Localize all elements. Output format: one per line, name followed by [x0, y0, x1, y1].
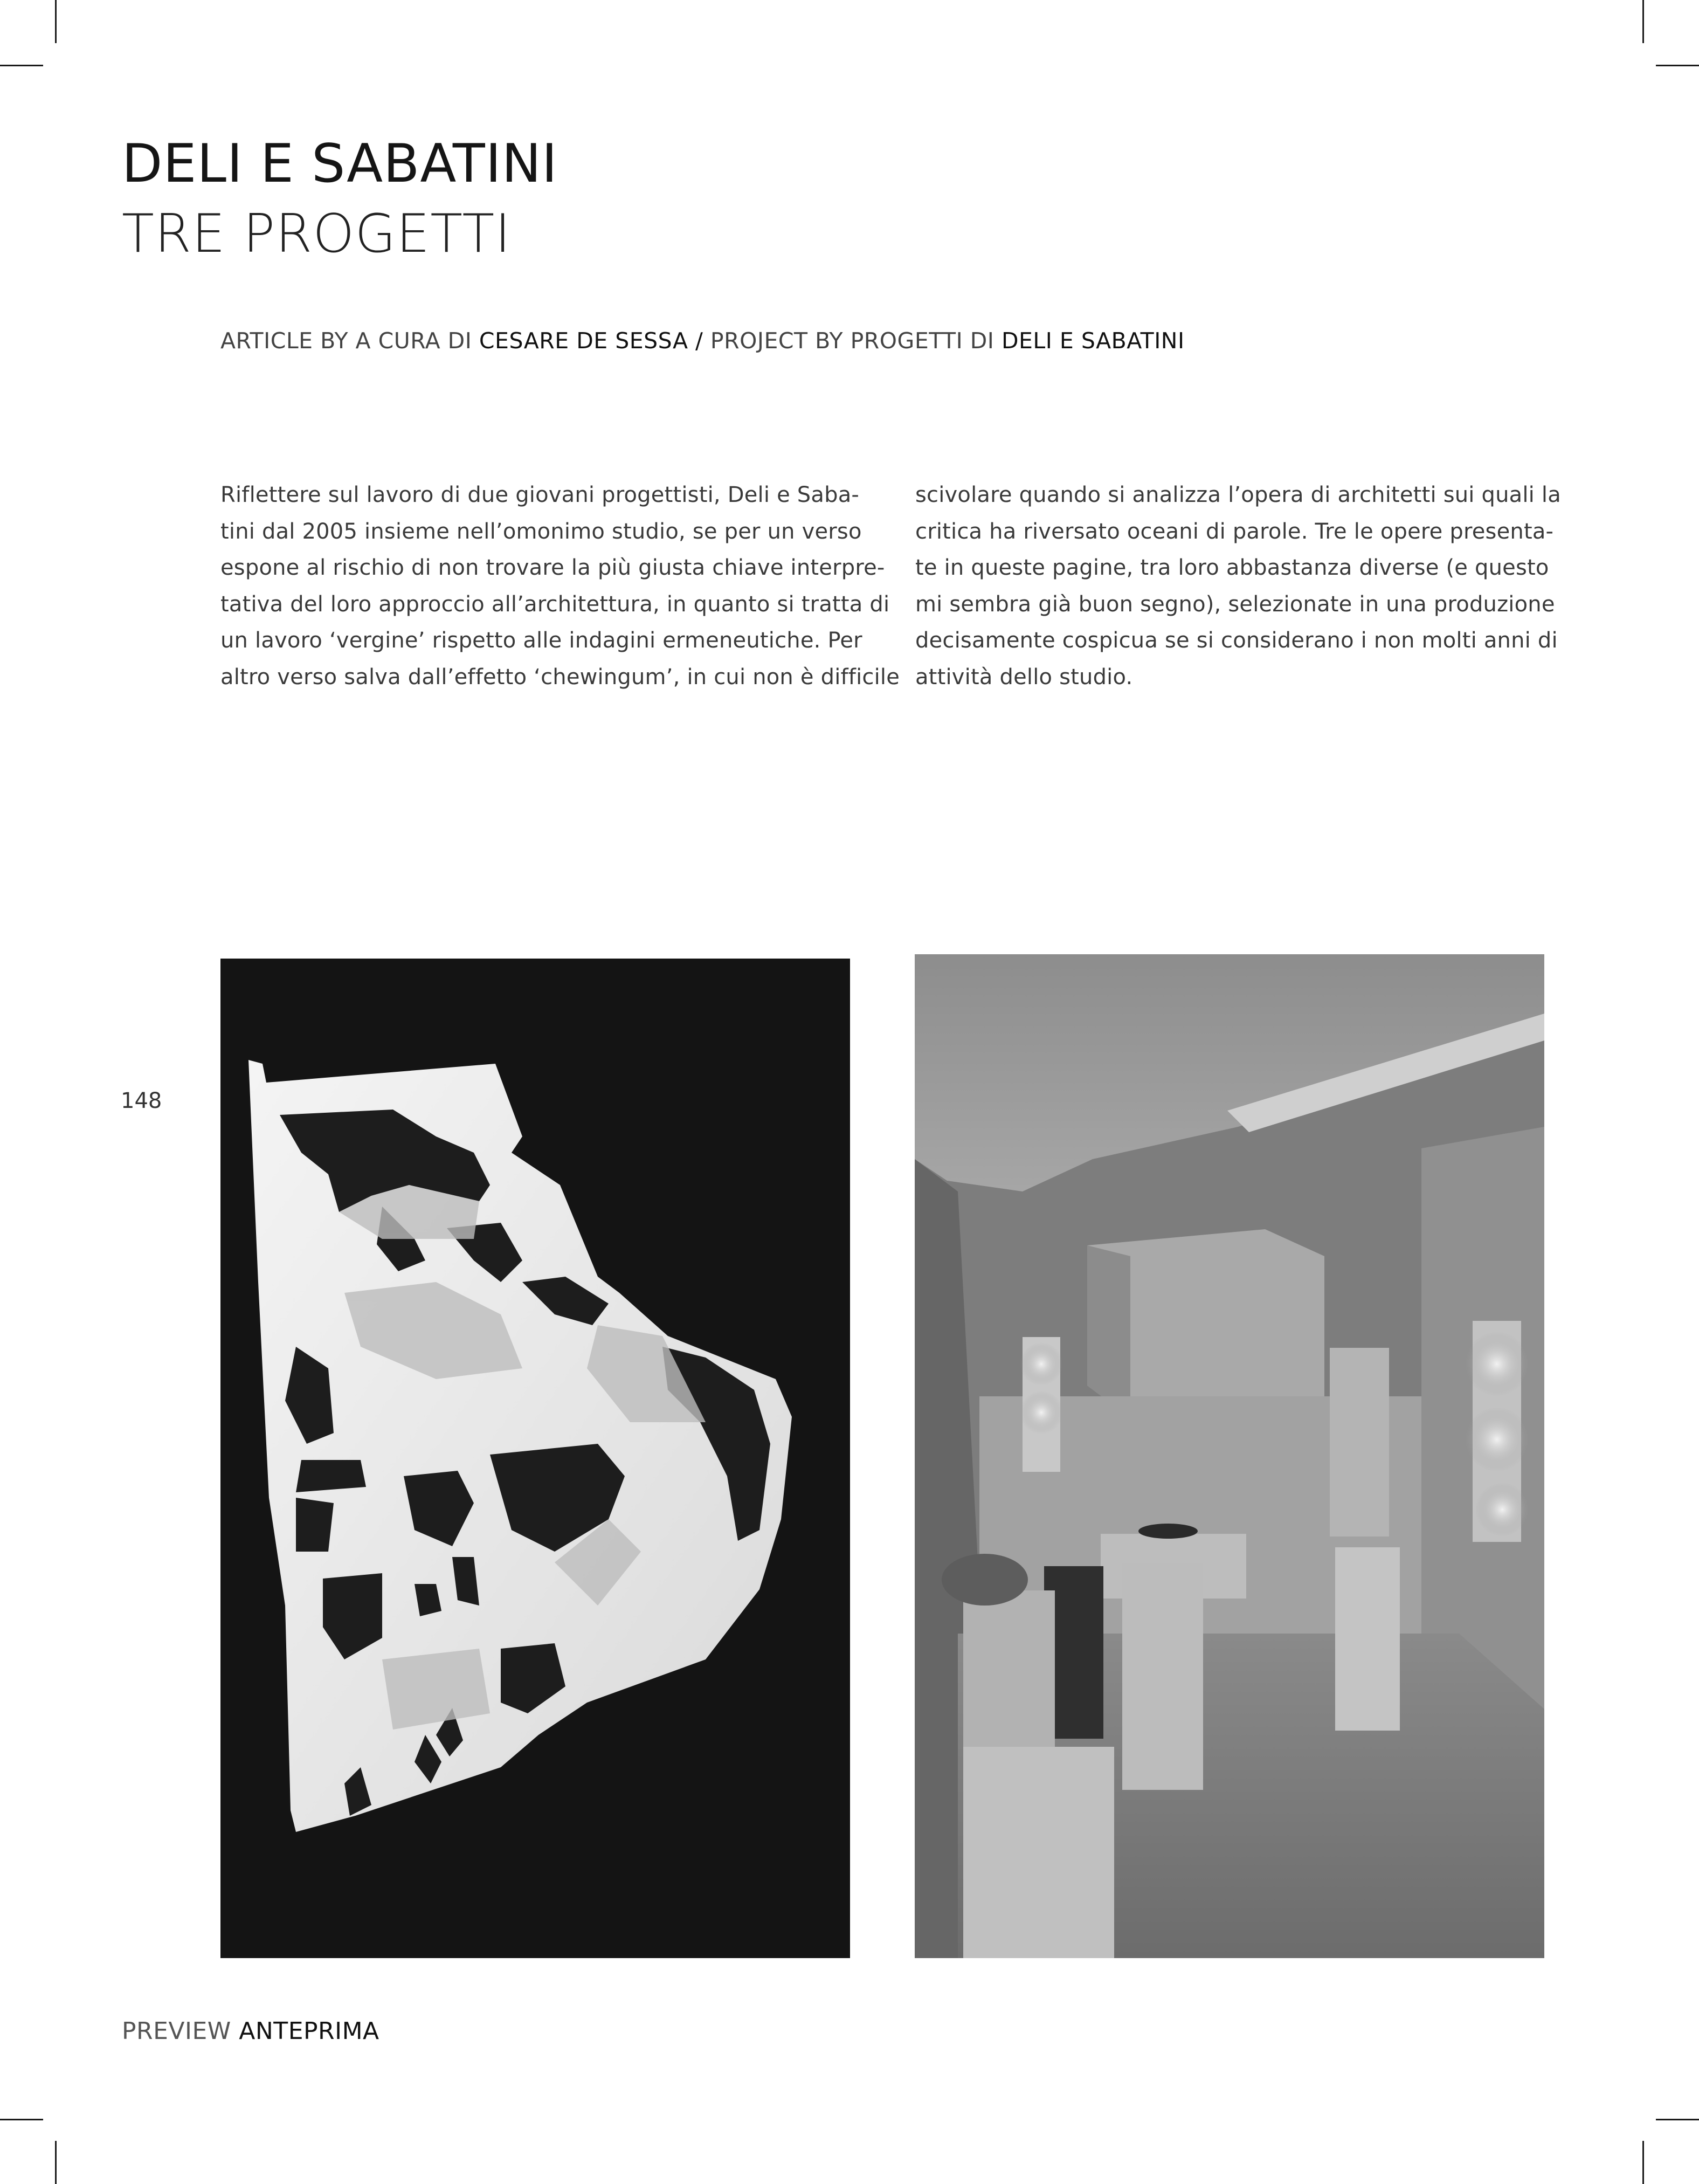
crop-mark-bottom-left-horizontal: [0, 2119, 43, 2120]
crop-mark-bottom-right-horizontal: [1656, 2119, 1699, 2120]
author-name: CESARE DE SESSA: [479, 328, 688, 354]
crop-mark-bottom-left-vertical: [55, 2141, 57, 2184]
body-line: un lavoro ‘vergine’ rispetto alle indagini ermeneutiche. Per: [220, 628, 862, 653]
body-line: espone al rischio di non trovare la più giusta chiave interpre-: [220, 555, 885, 580]
body-line: mi sembra già buon segno), selezionate in una produzione: [915, 591, 1555, 617]
studio-name: DELI E SABATINI: [1001, 328, 1185, 354]
section-label-it: ANTEPRIMA: [239, 2017, 379, 2045]
crop-mark-bottom-right-vertical: [1642, 2141, 1644, 2184]
body-line: decisamente cospicua se si considerano i non molti anni di: [915, 628, 1558, 653]
section-footer: [122, 2017, 379, 2045]
body-column-right: [915, 477, 1561, 695]
body-line: te in queste pagine, tra loro abbastanza diverse (e questo: [915, 555, 1549, 580]
crop-mark-top-left-horizontal: [0, 65, 43, 66]
article-title: DELI E SABATINI: [122, 133, 558, 195]
interior-photo-image: [915, 954, 1544, 1958]
body-line: critica ha riversato oceani di parole. Tre le opere presenta-: [915, 519, 1554, 544]
article-by-label: ARTICLE BY A CURA DI: [220, 328, 472, 354]
body-line: Riflettere sul lavoro di due giovani progettisti, Deli e Saba-: [220, 483, 860, 507]
body-line: scivolare quando si analizza l’opera di architetti sui quali la: [915, 483, 1561, 507]
crop-mark-top-left-vertical: [55, 0, 57, 43]
body-column-left: [220, 477, 900, 695]
article-subtitle: TRE PROGETTI: [122, 203, 512, 265]
crop-mark-top-right-horizontal: [1656, 65, 1699, 66]
credits-separator: /: [695, 328, 703, 354]
credits-line: [220, 330, 1185, 352]
page-number: 148: [121, 1088, 162, 1113]
crop-mark-top-right-vertical: [1642, 0, 1644, 43]
plan-model-image: [220, 959, 850, 1958]
body-line: attività dello studio.: [915, 664, 1133, 690]
section-label-en: PREVIEW: [122, 2017, 231, 2045]
project-by-label: PROJECT BY PROGETTI DI: [710, 328, 994, 354]
body-line: tini dal 2005 insieme nell’omonimo studio, se per un verso: [220, 519, 862, 544]
body-line: altro verso salva dall’effetto ‘chewingum’, in cui non è difficile: [220, 664, 900, 690]
body-line: tativa del loro approccio all’architettura, in quanto si tratta di: [220, 591, 890, 617]
